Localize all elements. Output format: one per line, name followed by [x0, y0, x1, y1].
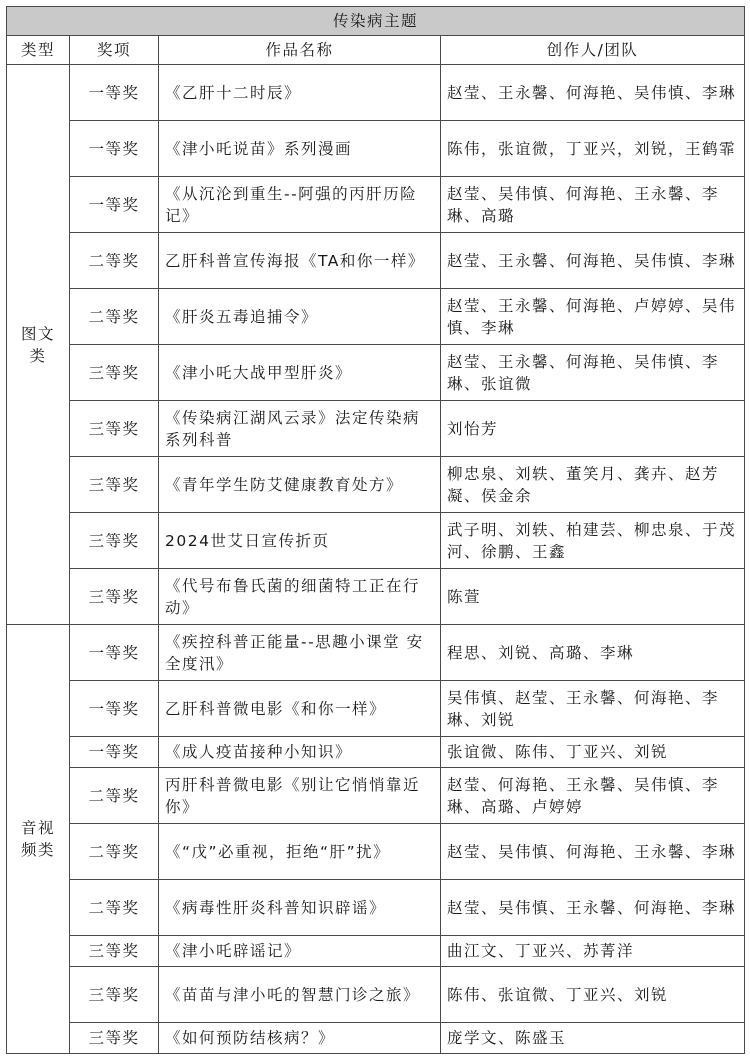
- work-title-cell: 2024世艾日宣传折页: [159, 513, 441, 569]
- header-team: 创作人/团队: [441, 36, 745, 65]
- header-work: 作品名称: [159, 36, 441, 65]
- team-cell: 赵莹、王永馨、何海艳、吴伟慎、李琳: [441, 65, 745, 121]
- award-cell: 三等奖: [70, 967, 159, 1023]
- table-row: [7, 121, 745, 177]
- award-cell: 一等奖: [70, 177, 159, 233]
- category-cell-graphic: [7, 65, 70, 625]
- team-cell: 程思、刘锐、高璐、李琳: [441, 625, 745, 681]
- work-title-cell: 《津小吒辟谣记》: [159, 936, 441, 967]
- category-line: 音视: [20, 819, 55, 837]
- award-cell: 一等奖: [70, 625, 159, 681]
- header-award: 奖项: [70, 36, 159, 65]
- table-row: [7, 177, 745, 233]
- team-cell: 陈萱: [441, 569, 745, 625]
- award-cell: 一等奖: [70, 65, 159, 121]
- work-title-cell: 《成人疫苗接种小知识》: [159, 737, 441, 768]
- table-row: [7, 1023, 745, 1054]
- team-cell: 赵莹、王永馨、何海艳、吴伟慎、李琳: [441, 233, 745, 289]
- table-row: [7, 824, 745, 880]
- category-line: 频类: [20, 841, 55, 859]
- team-cell: 陈伟，张谊微，丁亚兴，刘锐，王鹤霏: [441, 121, 745, 177]
- table-row: [7, 569, 745, 625]
- award-cell: 三等奖: [70, 457, 159, 513]
- work-title-cell: 《从沉沦到重生--阿强的丙肝历险记》: [159, 177, 441, 233]
- work-title-cell: 乙肝科普微电影《和你一样》: [159, 681, 441, 737]
- table-row: [7, 345, 745, 401]
- work-title-cell: 《乙肝十二时辰》: [159, 65, 441, 121]
- award-cell: 三等奖: [70, 401, 159, 457]
- work-title-cell: 《苗苗与津小吒的智慧门诊之旅》: [159, 967, 441, 1023]
- award-cell: 三等奖: [70, 345, 159, 401]
- team-cell: 赵莹、吴伟慎、何海艳、王永馨、李琳、高璐: [441, 177, 745, 233]
- table-row: [7, 457, 745, 513]
- team-cell: 陈伟、张谊微、丁亚兴、刘锐: [441, 967, 745, 1023]
- team-cell: 庞学文、陈盛玉: [441, 1023, 745, 1054]
- work-title-cell: 《肝炎五毒追捕令》: [159, 289, 441, 345]
- award-cell: 二等奖: [70, 768, 159, 824]
- award-cell: 三等奖: [70, 569, 159, 625]
- category-line: 图文: [20, 324, 55, 343]
- table-row: [7, 880, 745, 936]
- awards-table: [6, 6, 745, 1054]
- work-title-cell: 乙肝科普宣传海报《TA和你一样》: [159, 233, 441, 289]
- table-row: [7, 289, 745, 345]
- team-cell: 赵莹、何海艳、王永馨、吴伟慎、李琳、高璐、卢婷婷: [441, 768, 745, 824]
- table-row: [7, 967, 745, 1023]
- team-cell: 刘怡芳: [441, 401, 745, 457]
- work-title-cell: 《传染病江湖风云录》法定传染病系列科普: [159, 401, 441, 457]
- team-cell: 赵莹、吴伟慎、王永馨、何海艳、李琳: [441, 880, 745, 936]
- table-row: [7, 65, 745, 121]
- table-row: [7, 681, 745, 737]
- work-title-cell: 《代号布鲁氏菌的细菌特工正在行动》: [159, 569, 441, 625]
- team-cell: 赵莹、吴伟慎、何海艳、王永馨、李琳: [441, 824, 745, 880]
- table-row: [7, 233, 745, 289]
- team-cell: 张谊微、陈伟、丁亚兴、刘锐: [441, 737, 745, 768]
- work-title-cell: 丙肝科普微电影《别让它悄悄靠近你》: [159, 768, 441, 824]
- table-title: 传染病主题: [7, 7, 745, 36]
- team-cell: 赵莹、王永馨、何海艳、吴伟慎、李琳、张谊微: [441, 345, 745, 401]
- award-cell: 二等奖: [70, 824, 159, 880]
- team-cell: 吴伟慎、赵莹、王永馨、何海艳、李琳、刘锐: [441, 681, 745, 737]
- team-cell: 赵莹、王永馨、何海艳、卢婷婷、吴伟慎、李琳: [441, 289, 745, 345]
- award-cell: 一等奖: [70, 681, 159, 737]
- table-row: [7, 625, 745, 681]
- award-cell: 三等奖: [70, 936, 159, 967]
- award-cell: 二等奖: [70, 880, 159, 936]
- category-cell-video: [7, 625, 70, 1054]
- award-cell: 一等奖: [70, 737, 159, 768]
- work-title-cell: 《如何预防结核病？》: [159, 1023, 441, 1054]
- award-cell: 二等奖: [70, 289, 159, 345]
- table-row: [7, 936, 745, 967]
- work-title-cell: 《津小吒说苗》系列漫画: [159, 121, 441, 177]
- work-title-cell: 《青年学生防艾健康教育处方》: [159, 457, 441, 513]
- team-cell: 武子明、刘轶、柏建芸、柳忠泉、于茂河、徐鹏、王鑫: [441, 513, 745, 569]
- team-cell: 曲江文、丁亚兴、苏菁洋: [441, 936, 745, 967]
- table-row: [7, 737, 745, 768]
- team-cell: 柳忠泉、刘轶、董笑月、龚卉、赵芳凝、侯金余: [441, 457, 745, 513]
- table-row: [7, 401, 745, 457]
- table-row: [7, 513, 745, 569]
- award-cell: 二等奖: [70, 233, 159, 289]
- table-row: [7, 768, 745, 824]
- header-category: 类型: [7, 36, 70, 65]
- work-title-cell: 《“戊”必重视，拒绝“肝”扰》: [159, 824, 441, 880]
- work-title-cell: 《津小吒大战甲型肝炎》: [159, 345, 441, 401]
- category-line: 类: [29, 346, 47, 365]
- table-body: [7, 65, 745, 1054]
- work-title-cell: 《疾控科普正能量--思趣小课堂 安全度汛》: [159, 625, 441, 681]
- award-cell: 三等奖: [70, 513, 159, 569]
- work-title-cell: 《病毒性肝炎科普知识辟谣》: [159, 880, 441, 936]
- award-cell: 三等奖: [70, 1023, 159, 1054]
- award-cell: 一等奖: [70, 121, 159, 177]
